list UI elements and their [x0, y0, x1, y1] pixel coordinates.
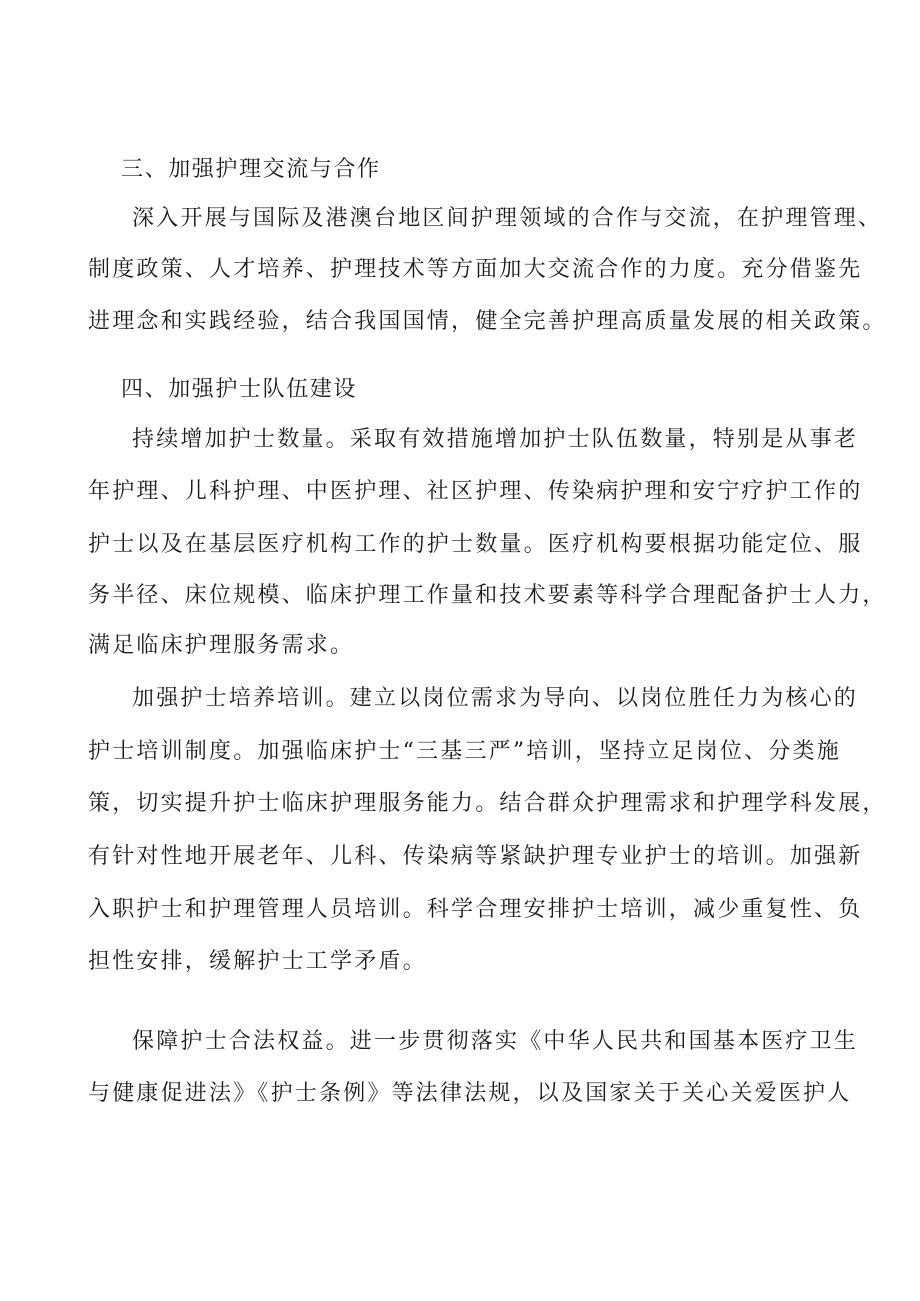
paragraph-line: 深入开展与国际及港澳台地区间护理领域的合作与交流，在护理管理、 [132, 206, 883, 231]
paragraph-line: 策，切实提升护士临床护理服务能力。结合群众护理需求和护理学科发展， [88, 791, 887, 816]
paragraph-line: 护士以及在基层医疗机构工作的护士数量。医疗机构要根据功能定位、服 [88, 532, 863, 557]
section-4-heading: 四、加强护士队伍建设 [121, 377, 358, 402]
paragraph-line: 制度政策、人才培养、护理技术等方面加大交流合作的力度。充分借鉴先 [88, 257, 863, 282]
paragraph-line: 担性安排，缓解护士工学矛盾。 [88, 949, 427, 974]
paragraph-line: 与健康促进法》《护士条例》等法律法规，以及国家关于关心关爱医护人 [88, 1081, 852, 1106]
paragraph-line: 护士培训制度。加强临床护士“三基三严”培训，坚持立足岗位、分类施 [88, 739, 841, 764]
paragraph-line: 满足临床护理服务需求。 [88, 633, 355, 658]
paragraph-line: 进理念和实践经验，结合我国国情，健全完善护理高质量发展的相关政策。 [88, 309, 887, 334]
paragraph-line: 保障护士合法权益。进一步贯彻落实《中华人民共和国基本医疗卫生 [132, 1029, 859, 1054]
section-3-heading: 三、加强护理交流与合作 [121, 157, 381, 182]
paragraph-line: 入职护士和护理管理人员培训。科学合理安排护士培训，减少重复性、负 [88, 897, 863, 922]
paragraph-line: 有针对性地开展老年、儿科、传染病等紧缺护理专业护士的培训。加强新 [88, 844, 863, 869]
paragraph-line: 年护理、儿科护理、中医护理、社区护理、传染病护理和安宁疗护工作的 [88, 479, 863, 504]
paragraph-line: 持续增加护士数量。采取有效措施增加护士队伍数量，特别是从事老 [132, 427, 859, 452]
paragraph-line: 务半径、床位规模、临床护理工作量和技术要素等科学合理配备护士人力， [88, 583, 887, 608]
paragraph-line: 加强护士培养培训。建立以岗位需求为导向、以岗位胜任力为核心的 [132, 686, 859, 711]
